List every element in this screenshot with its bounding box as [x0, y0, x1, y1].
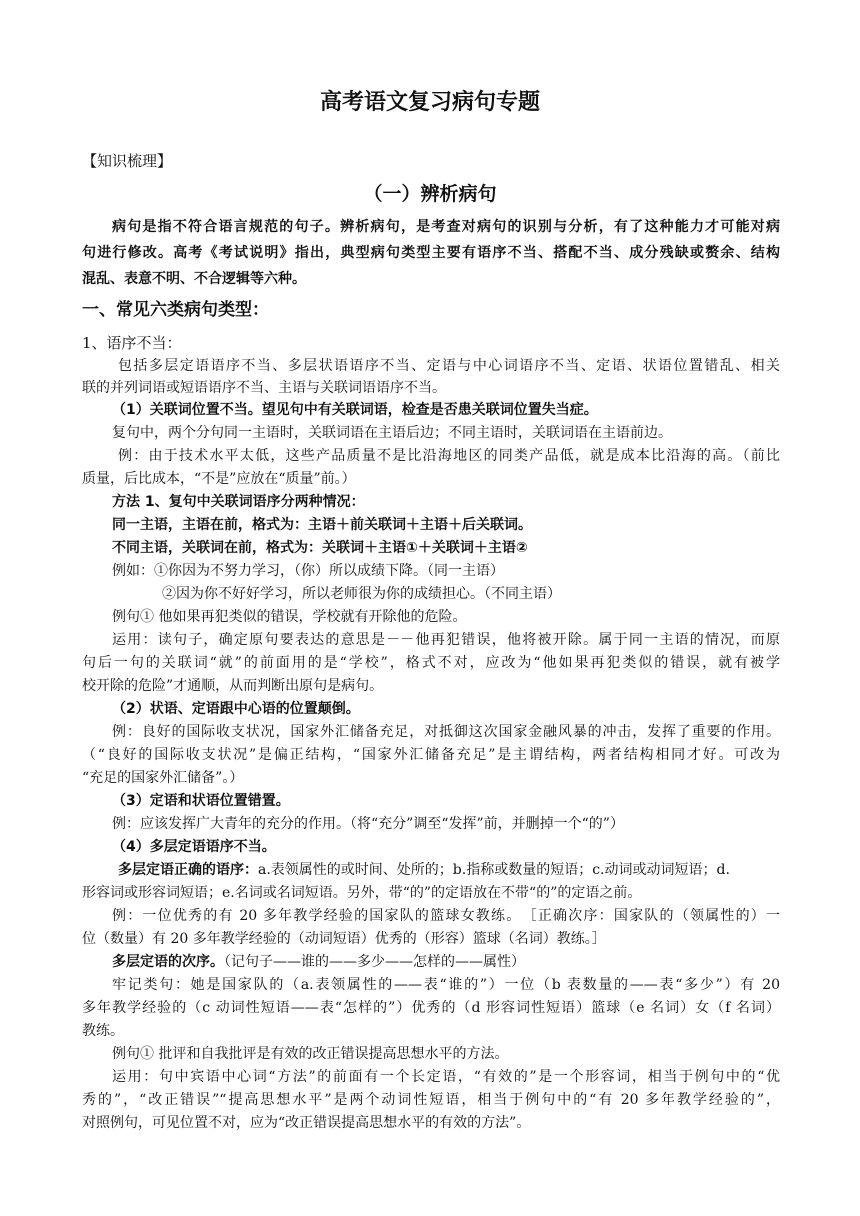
section-subtitle: （一）辨析病句 [363, 183, 497, 205]
heading-word-order: 1、语序不当： [82, 334, 182, 352]
body-line: 位（数量）有 20 多年教学经验的（动词短语）优秀的（形容）篮球（名词）教练。］ [82, 931, 606, 947]
body-line: 例：由于技术水平太低，这些产品质量不是比沿海地区的同类产品低，就是成本比沿海的高。（前比 [118, 448, 780, 464]
section-tag: 【知识梳理】 [82, 152, 173, 170]
document-title: 高考语文复习病句专题 [319, 90, 540, 115]
order-summary-label: 多层定语的次序。 [112, 954, 224, 970]
heading-types: 一、常见六类病句类型： [82, 300, 269, 320]
example-line: ②因为你不好好学习，所以老师很为你的成绩担心。（不同主语） [162, 586, 561, 602]
method-line: 同一主语，主语在前，格式为：主语＋前关联词＋主语＋后关联词。 [112, 517, 532, 533]
intro-line: 病句是指不符合语言规范的句子。辨析病句，是考查对病句的识别与分析，有了这种能力才可能对病 [112, 219, 780, 235]
order-summary-text: （记句子——谁的——多少——怎样的——属性） [224, 954, 525, 970]
body-line: 秀的”，“改正错误”“提高思想水平”是两个动词性短语，相当于例句中的“有 20 多年教学经验的”， [82, 1092, 780, 1108]
rule-heading: （3）定语和状语位置错置。 [112, 793, 290, 809]
example-line: 例句① 他如果再犯类似的错误，学校就有开除他的危险。 [112, 609, 467, 625]
body-line: 句后一句的关联词“就”的前面用的是“学校”，格式不对，应改为“他如果再犯类似的错误，就有被学 [82, 655, 780, 671]
method-line: 不同主语，关联词在前，格式为：关联词＋主语①＋关联词＋主语② [112, 540, 528, 556]
body-line: 复句中，两个分句同一主语时，关联词语在主语后边；不同主语时，关联词语在主语前边。 [112, 425, 672, 441]
order-rule-label: 多层定语正确的语序： [118, 862, 258, 878]
body-line: 包括多层定语语序不当、多层状语语序不当、定语与中心词语序不当、定语、状语位置错乱、相关 [118, 358, 780, 374]
example-line: 例：应该发挥广大青年的充分的作用。（将“充分”调至“发挥”前，并删掉一个“的”） [112, 816, 624, 832]
body-line: 牢记类句：她是国家队的（a.表领属性的——表“谁的”）一位（b 表数量的——表“多少”）有 20 [112, 977, 780, 993]
order-rule-line [118, 859, 730, 881]
method-heading: 方法 1、复句中关联词语序分两种情况： [112, 494, 365, 510]
body-line: 联的并列词语或短语语序不当、主语与关联词语语序不当。 [82, 380, 446, 396]
example-line: 例句① 批评和自我批评是有效的改正错误提高思想水平的方法。 [112, 1046, 509, 1062]
body-line: 校开除的危险”才通顺，从而判断出原句是病句。 [82, 678, 384, 694]
example-line: 例如：①你因为不努力学习，（你）所以成绩下降。（同一主语） [112, 563, 504, 579]
body-line: （“良好的国际收支状况”是偏正结构，“国家外汇储备充足”是主谓结构，两者结构相同才好。可改为 [82, 747, 780, 763]
body-line: 形容词或形容词短语；e.名词或名词短语。另外，带“的”的定语放在不带“的”的定语之前。 [82, 885, 642, 901]
order-summary-line [112, 951, 525, 973]
rule-heading: （2）状语、定语跟中心语的位置颠倒。 [112, 701, 360, 717]
body-line: 运用：读句子，确定原句要表达的意思是－－他再犯错误，他将被开除。属于同一主语的情况，而原 [112, 632, 780, 648]
rule-heading: （1）关联词位置不当。望见句中有关联词语，检查是否患关联词位置失当症。 [112, 402, 598, 418]
body-line: 质量，后比成本，“不是”应放在“质量”前。） [82, 471, 356, 487]
body-line: “充足的国家外汇储备”。） [82, 770, 244, 786]
body-line: 教练。 [82, 1023, 124, 1039]
order-rule-text: a.表领属性的或时间、处所的；b.指称或数量的短语；c.动词或动词短语；d. [258, 862, 730, 878]
body-line: 对照例句，可见位置不对，应为“改正错误提高思想水平的有效的方法”。 [82, 1115, 531, 1131]
body-line: 运用：句中宾语中心词“方法”的前面有一个长定语，“有效的”是一个形容词，相当于例句中的“优 [112, 1069, 780, 1085]
body-line: 例：良好的国际收支状况，国家外汇储备充足，对抵御这次国家金融风暴的冲击，发挥了重要的作用。 [112, 724, 780, 740]
intro-line: 句进行修改。高考《考试说明》指出，典型病句类型主要有语序不当、搭配不当、成分残缺或赘余、结构 [82, 245, 780, 261]
rule-heading: （4）多层定语语序不当。 [112, 839, 276, 855]
intro-line: 混乱、表意不明、不合逻辑等六种。 [82, 271, 306, 287]
body-line: 多年教学经验的（c 动词性短语——表“怎样的”）优秀的（d 形容词性短语）篮球（e 名词）女（f 名词） [82, 1000, 780, 1016]
example-line: 例：一位优秀的有 20 多年教学经验的国家队的篮球女教练。 ［正确次序：国家队的（领属性的）一 [112, 908, 780, 924]
